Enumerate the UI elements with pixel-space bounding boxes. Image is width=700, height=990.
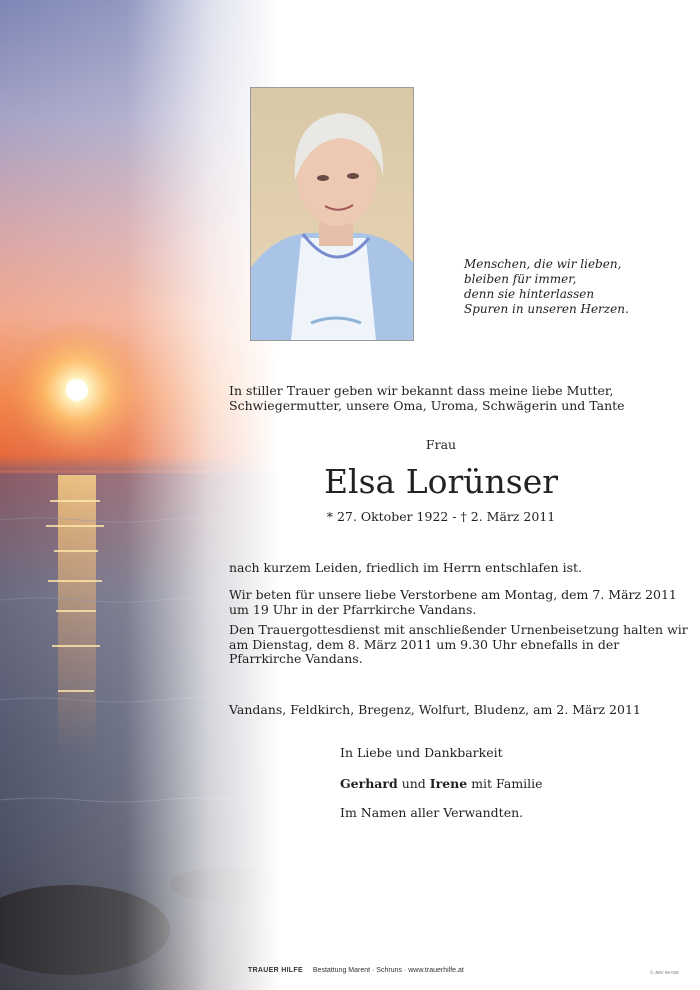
mourners-line [340,776,543,791]
portrait-photo [250,87,414,341]
footer [248,967,464,974]
salutation: Frau [425,437,457,452]
footer-text: Bestattung Marent · Schruns · www.trauerhilfe.at [312,967,464,974]
prayer-info: Wir beten für unsere liebe Verstorbene am Montag, dem 7. März 2011 um 19 Uhr in der Pfarrkirche Vandans. [229,587,677,617]
funeral-service-info: Den Trauergottesdienst mit anschließender Urnenbeisetzung halten wir am Dienstag, dem 8. März 2011 um 9.30 Uhr ebnefalls in der Pfarrkirche Vandans. [229,622,688,666]
footer-code: © JMV 99 025 [650,970,679,975]
intro-text: In stiller Trauer geben wir bekannt dass meine liebe Mutter, Schwiegermutter, unsere Oma, Uroma, Schwägerin und Tante [229,383,625,413]
family-suffix: mit Familie [467,776,543,791]
life-dates: * 27. Oktober 1922 - † 2. März 2011 [326,509,556,524]
connector-text: und [397,776,430,791]
mourner-name-gerhard: Gerhard [340,776,398,791]
footer-brand: TRAUER HILFE [248,967,303,974]
mourner-name-irene: Irene [429,776,468,791]
relatives-line: Im Namen aller Verwandten. [340,805,524,820]
deceased-name: Elsa Lorünser [323,462,559,501]
place-and-date: Vandans, Feldkirch, Bregenz, Wolfurt, Bludenz, am 2. März 2011 [229,702,641,717]
death-notice-text: nach kurzem Leiden, friedlich im Herrn entschlafen ist. [229,560,582,575]
closing-line: In Liebe und Dankbarkeit [340,745,503,760]
memorial-quote: Menschen, die wir lieben, bleiben für immer, denn sie hinterlassen Spuren in unseren Herzen. [464,257,629,316]
